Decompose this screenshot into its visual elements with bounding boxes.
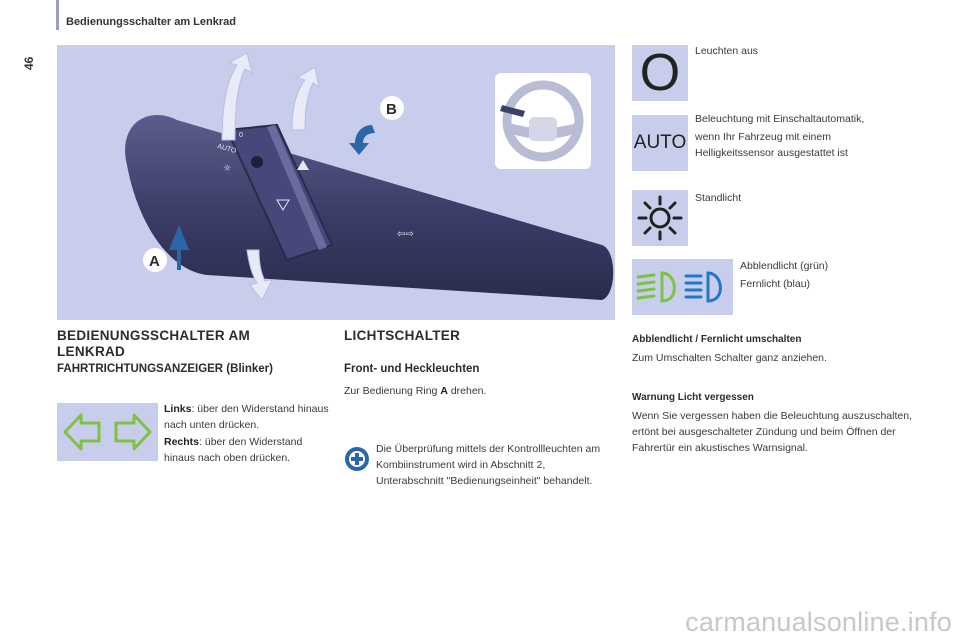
section-heading-lights: LICHTSCHALTER <box>344 328 461 343</box>
low-beam-label: Abblendlicht (grün) <box>740 260 829 272</box>
side-light-icon-box <box>632 190 688 246</box>
beam-switch-text: Zum Umschalten Schalter ganz anziehen. <box>632 352 827 364</box>
watermark: carmanualsonline.info <box>685 607 952 637</box>
auto-icon-glyph: AUTO <box>633 132 687 153</box>
left-indicator-arrow-icon <box>65 415 99 449</box>
label-b: B <box>386 101 397 118</box>
links-term: Links <box>164 403 192 415</box>
info-plus-icon <box>344 446 370 472</box>
kontrollleuchten-note: Die Überprüfung mittels der Kontrollleuchten am Kombiinstrument wird in Abschnitt 2, Unterabschnitt "Bedienungseinheit" behandelt. <box>376 443 601 487</box>
beam-icon-box <box>632 259 733 315</box>
auto-label-line2: wenn Ihr Fahrzeug mit einem Helligkeitssensor ausgestattet ist <box>695 131 848 159</box>
high-beam-label: Fernlicht (blau) <box>740 278 811 290</box>
stalk-zero-text: 0 <box>239 132 243 139</box>
stalk-auto-text: AUTO <box>216 143 237 155</box>
arrow-up-2 <box>292 67 319 130</box>
off-icon-box <box>632 45 688 101</box>
stalk-drawing <box>57 45 615 320</box>
forgotten-light-heading: Warnung Licht vergessen <box>632 392 754 403</box>
low-beam-icon <box>638 273 674 301</box>
ring-bold: A <box>440 385 448 397</box>
auto-label-line1: Beleuchtung mit Einschaltautomatik, <box>695 113 865 125</box>
label-a: A <box>149 253 160 270</box>
side-light-label: Standlicht <box>695 192 742 204</box>
stalk-indicator-mark: ⇦⇨ <box>397 229 414 240</box>
high-beam-icon <box>686 273 720 301</box>
ring-text-before: Zur Bedienung Ring <box>344 385 441 397</box>
arrow-blue-b <box>349 125 375 155</box>
rechts-description <box>164 434 329 466</box>
section-heading-steering: BEDIENUNGSSCHALTER AM LENKRAD <box>57 328 251 359</box>
beam-switch-heading: Abblendlicht / Fernlicht umschalten <box>632 334 802 345</box>
off-label: Leuchten aus <box>695 45 759 57</box>
auto-icon-box <box>632 115 688 171</box>
page-header: Bedienungsschalter am Lenkrad <box>66 16 236 28</box>
page-number: 46 <box>22 56 36 70</box>
ring-pointer <box>251 156 263 168</box>
wheel-hub <box>529 117 557 141</box>
indicator-icon-box <box>57 403 158 461</box>
subheading-lights: Front- und Heckleuchten <box>344 363 480 375</box>
links-text: : über den Widerstand hinaus nach unten drücken. <box>164 403 329 431</box>
links-description <box>164 401 329 433</box>
forgotten-light-text: Wenn Sie vergessen haben die Beleuchtung auszuschalten, ertönt bei ausgeschalteter Zündung und beim Öffnen der Fahrertür ein akustisches Warnsignal. <box>632 410 912 454</box>
rechts-text: : über den Widerstand hinaus nach oben drücken. <box>164 436 303 464</box>
stalk-illustration <box>57 45 615 320</box>
ring-instruction <box>344 383 486 399</box>
stalk-side-mark: ☼ <box>223 164 232 174</box>
ring-text-after: drehen. <box>447 385 487 397</box>
off-icon-glyph: O <box>639 44 681 102</box>
header-accent-bar <box>56 0 59 30</box>
right-indicator-arrow-icon <box>116 415 150 449</box>
subheading-indicators: FAHRTRICHTUNGSANZEIGER (Blinker) <box>57 363 273 375</box>
side-light-icon <box>632 190 688 246</box>
rechts-term: Rechts <box>164 436 200 448</box>
